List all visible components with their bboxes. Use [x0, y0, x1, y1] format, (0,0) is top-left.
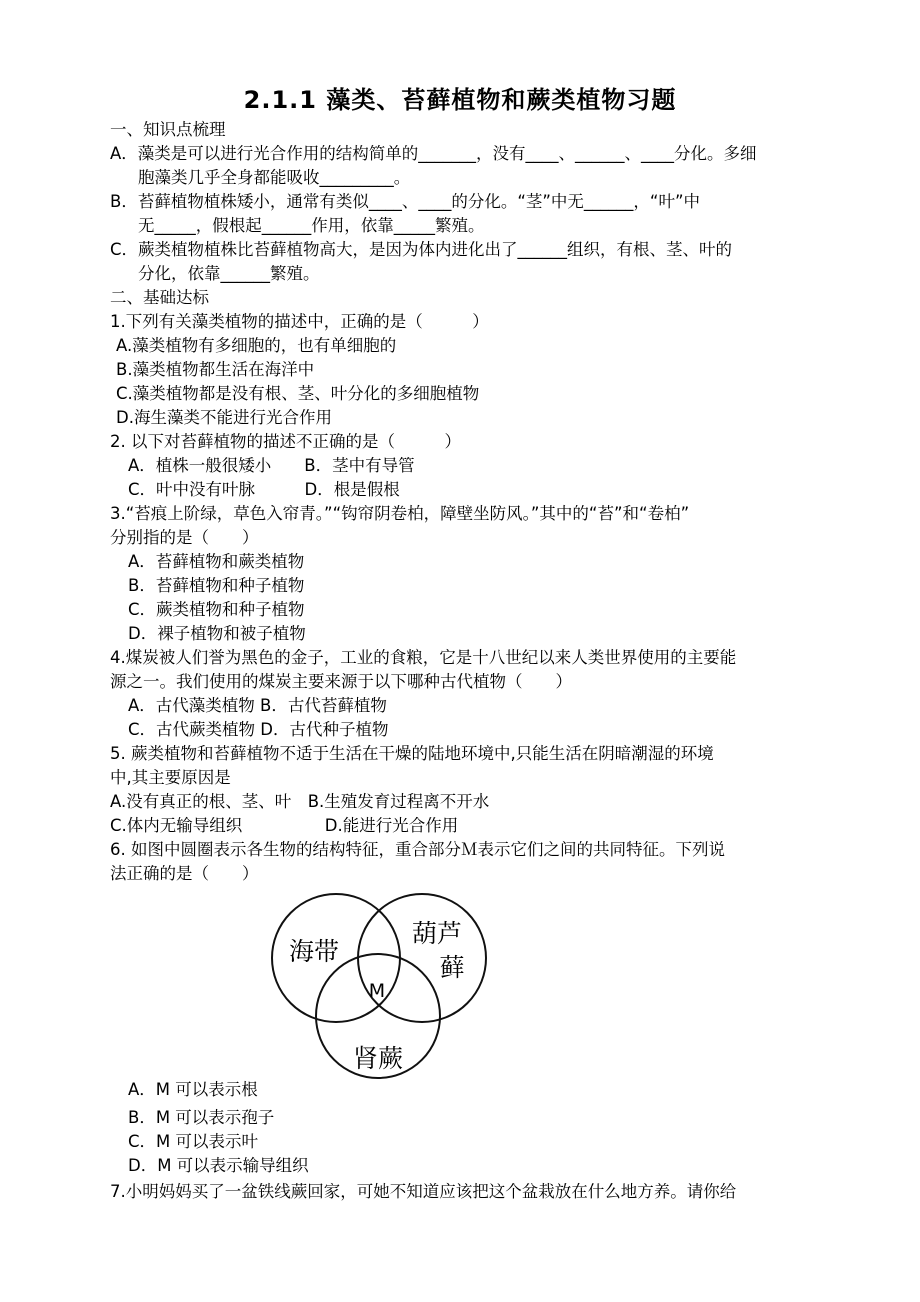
q7-stem-line1: 7.小明妈妈买了一盆铁线蕨回家，可她不知道应该把这个盆栽放在什么地方养。请你给 — [110, 1182, 737, 1201]
section2-heading: 二、基础达标 — [110, 288, 209, 307]
q4-stem-line1: 4.煤炭被人们誉为黑色的金子，工业的食粮，它是十八世纪以来人类世界使用的主要能 — [110, 648, 737, 667]
q5-stem-line1: 5. 蕨类植物和苔藓植物不适于生活在干燥的陆地环境中,只能生活在阴暗潮湿的环境 — [110, 744, 714, 763]
q6-option-c: C．M 可以表示叶 — [128, 1132, 259, 1151]
venn-label-right-bottom: 藓 — [439, 953, 465, 982]
section1-c-line2: 分化，依靠______繁殖。 — [138, 264, 320, 283]
venn-circle-moss — [358, 894, 486, 1022]
q6-stem-line2: 法正确的是（ ） — [110, 864, 259, 883]
q3-option-d: D．裸子植物和被子植物 — [128, 624, 306, 643]
q5-options-cd: C.体内无输导组织 D.能进行光合作用 — [110, 816, 459, 835]
venn-label-center: M — [368, 980, 386, 1002]
q6-option-d: D．M 可以表示输导组织 — [128, 1156, 309, 1175]
q1-stem: 1.下列有关藻类植物的描述中，正确的是（ ） — [110, 312, 489, 331]
page-title: 2.1.1 藻类、苔藓植物和蕨类植物习题 — [243, 86, 677, 114]
section1-c-line1: C．蕨类植物植株比苔藓植物高大，是因为体内进化出了______组织，有根、茎、叶的 — [110, 240, 733, 259]
section1-b-line2: 无_____，假根起______作用，依靠_____繁殖。 — [138, 216, 485, 235]
q2-options-cd: C．叶中没有叶脉 D．根是假根 — [128, 480, 400, 499]
q5-options-ab: A.没有真正的根、茎、叶 B.生殖发育过程离不开水 — [110, 792, 490, 811]
q3-option-b: B．苔藓植物和种子植物 — [128, 576, 305, 595]
q3-stem-line2: 分别指的是（ ） — [110, 528, 259, 547]
section1-heading: 一、知识点梳理 — [110, 120, 226, 139]
q6-option-b: B．M 可以表示孢子 — [128, 1108, 275, 1127]
q4-options-ab: A．古代藻类植物 B．古代苔藓植物 — [128, 696, 387, 715]
venn-diagram — [262, 892, 502, 1082]
q5-stem-line2: 中,其主要原因是 — [110, 768, 231, 787]
q3-option-a: A．苔藓植物和蕨类植物 — [128, 552, 305, 571]
q2-options-ab: A．植株一般很矮小 B．茎中有导管 — [128, 456, 415, 475]
q1-option-b: B.藻类植物都生活在海洋中 — [116, 360, 315, 379]
q1-option-d: D.海生藻类不能进行光合作用 — [116, 408, 332, 427]
venn-label-bottom: 肾蕨 — [352, 1044, 404, 1073]
venn-label-right-top: 葫芦 — [411, 919, 463, 948]
q1-option-c: C.藻类植物都是没有根、茎、叶分化的多细胞植物 — [116, 384, 480, 403]
q4-options-cd: C．古代蕨类植物 D．古代种子植物 — [128, 720, 389, 739]
section1-a-line2: 胞藻类几乎全身都能吸收_________。 — [138, 168, 411, 187]
q6-stem-line1: 6. 如图中圆圈表示各生物的结构特征，重合部分Ｍ表示它们之间的共同特征。下列说 — [110, 840, 725, 859]
q4-stem-line2: 源之一。我们使用的煤炭主要来源于以下哪种古代植物（ ） — [110, 672, 572, 691]
q6-option-a: A．M 可以表示根 — [128, 1080, 258, 1099]
section1-a-line1: A．藻类是可以进行光合作用的结构简单的_______，没有____、______、____分化。多细 — [110, 144, 757, 163]
q3-option-c: C．蕨类植物和种子植物 — [128, 600, 305, 619]
q1-option-a: A.藻类植物有多细胞的，也有单细胞的 — [116, 336, 397, 355]
section1-b-line1: B．苔藓植物植株矮小，通常有类似____、____的分化。“茎”中无______，“叶”中 — [110, 192, 701, 211]
venn-label-left: 海带 — [288, 937, 340, 966]
q3-stem-line1: 3.“苔痕上阶绿，草色入帘青。”“钩帘阴卷柏，障壁坐防风。”其中的“苔”和“卷柏” — [110, 504, 690, 523]
q2-stem: 2. 以下对苔藓植物的描述不正确的是（ ） — [110, 432, 461, 451]
